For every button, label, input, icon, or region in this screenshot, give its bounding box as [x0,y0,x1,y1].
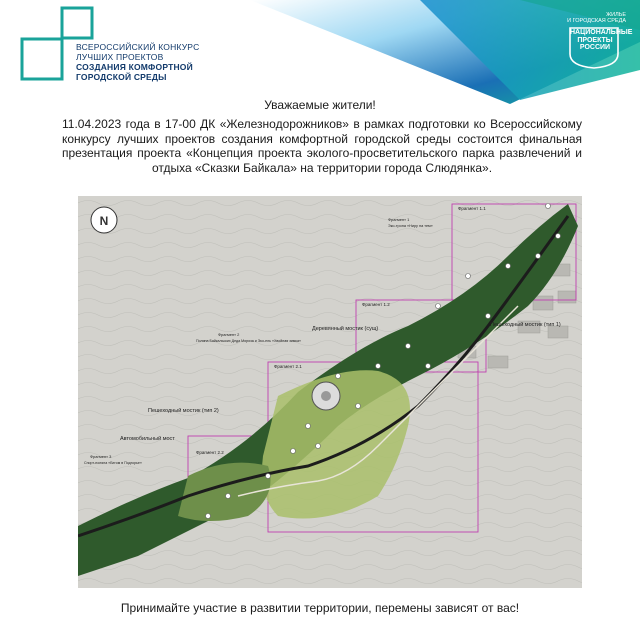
np-main-line-3: РОССИИ [579,44,611,51]
park-plan-map [78,196,582,588]
label-bridge-auto: Автомобильный мост [120,436,175,442]
label-fragment-2: Фрагмент 2 [218,332,240,337]
label-fragment-2-1: Фрагмент 2.1 [274,364,302,369]
logo-line-1: ВСЕРОССИЙСКИЙ КОНКУРС [76,42,200,52]
label-fragment-1-2: Фрагмент 1.2 [362,302,390,307]
announcement-text: 11.04.2023 года в 17-00 ДК «Железнодорожников» в рамках подготовки ко Всероссийскому конкурсу лучших проектов создания комфортной городской среды состоится финальная презентация проекта «Концепция проекта эколого-просветительского парка развлечений и отдыха «Сказки Байкала» на территории города Слюдянка». [62,117,582,175]
label-fragment-1-1: Фрагмент 1.1 [458,206,486,211]
label-fragment-3: Фрагмент 3 [90,454,112,459]
logo-line-4: ГОРОДСКОЙ СРЕДЫ [76,72,167,82]
np-top-line-2: И ГОРОДСКАЯ СРЕДА [567,18,626,24]
label-fragment-3-sub: Спорт-поляна «Бегом в Подгорье» [84,461,142,465]
logo-line-3: СОЗДАНИЯ КОМФОРТНОЙ [76,62,193,72]
contest-logo-text [76,42,199,82]
label-fragment-2-sub: Поляна Байкальских Деда Мороза и Эко-ель «Хвойная зимка» [196,339,301,343]
national-projects-subtitle [560,12,626,24]
greeting-heading: Уважаемые жители! [264,98,376,112]
footer-call-to-action: Принимайте участие в развитии территории, перемены зависят от вас! [120,601,520,615]
north-arrow-icon [91,207,117,233]
central-plaza-core [321,391,331,401]
logo-line-2: ЛУЧШИХ ПРОЕКТОВ [76,52,164,62]
np-main-line-1: НАЦИОНАЛЬНЫЕ [570,29,633,36]
label-fragment-2-2: Фрагмент 2.2 [196,450,224,455]
label-bridge-ped-1: Пешеходный мостик (тип 1) [490,322,561,328]
np-top-line-1: ЖИЛЬЕ [606,12,626,18]
svg-text:N: N [99,214,109,228]
np-main-line-2: ПРОЕКТЫ [577,36,613,44]
label-fragment-1: Фрагмент 1 [388,217,410,222]
label-bridge-wood: Деревянный мостик (сущ) [312,326,379,332]
label-fragment-1-sub: Эко-тропа «Ниру на тем» [388,224,433,228]
national-projects-title [570,29,633,52]
label-bridge-ped-2: Пешеходный мостик (тип 2) [148,408,219,414]
